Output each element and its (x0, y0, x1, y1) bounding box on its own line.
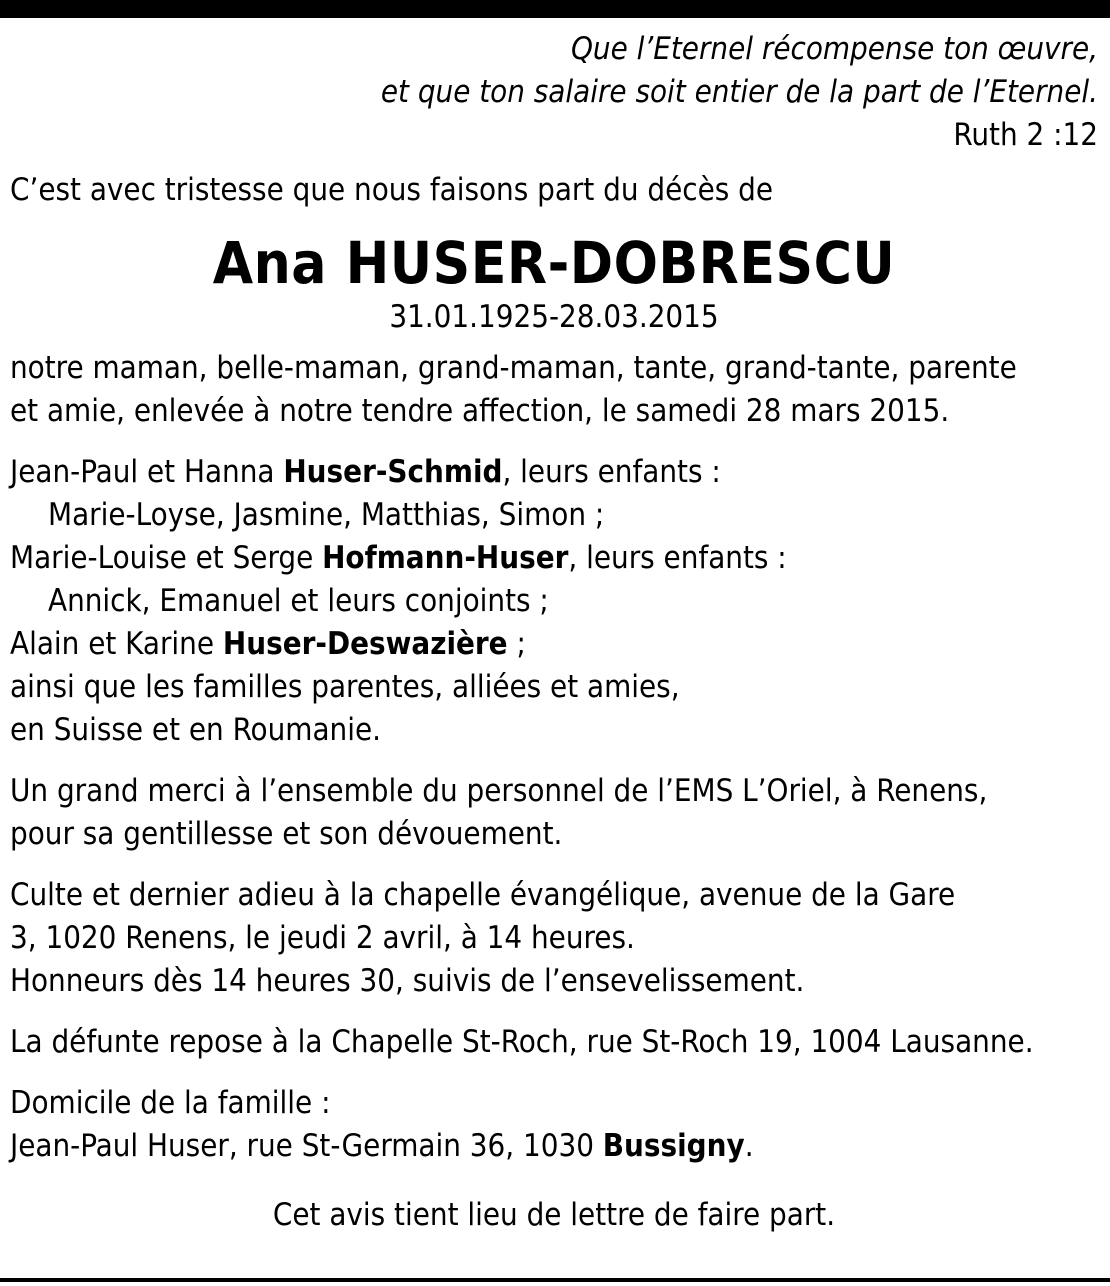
top-border-rule (0, 0, 1110, 18)
family-surname: Huser-Deswazière (222, 626, 508, 662)
family-suffix: ; (507, 626, 526, 662)
life-dates: 31.01.1925-28.03.2015 (389, 299, 719, 335)
resting-place: La défunte repose à la Chapelle St-Roch, rue St-Roch 19, 1004 Lausanne. (10, 1024, 1034, 1060)
family-suffix: , leurs enfants : (502, 454, 721, 490)
epigraph-line-1: Que l’Eternel récompense ton œuvre, (570, 31, 1098, 67)
domicile-city: Bussigny (602, 1128, 745, 1164)
family-entry (10, 451, 1098, 494)
relation-line-2: et amie, enlevée à notre tendre affection, le samedi 28 mars 2015. (10, 393, 950, 429)
family-prefix: Marie-Louise et Serge (10, 540, 323, 576)
family-domicile (10, 1082, 1098, 1168)
relation-paragraph (10, 347, 1098, 433)
bottom-border-rule (0, 1278, 1110, 1282)
family-entry (10, 537, 1098, 580)
family-prefix: Jean-Paul et Hanna (10, 454, 284, 490)
intro-sentence: C’est avec tristesse que nous faisons part du décès de (10, 172, 774, 208)
domicile-period: . (744, 1128, 754, 1164)
family-children: Marie-Loyse, Jasmine, Matthias, Simon ; (48, 497, 605, 533)
family-suffix: , leurs enfants : (568, 540, 787, 576)
domicile-label: Domicile de la famille : (10, 1085, 331, 1121)
other-families-line-2: en Suisse et en Roumanie. (10, 712, 382, 748)
service-line-2: 3, 1020 Renens, le jeudi 2 avril, à 14 heures. (10, 920, 635, 956)
domicile-street: Jean-Paul Huser, rue St-Germain 36, 1030 (10, 1128, 603, 1164)
obituary-notice (10, 28, 1098, 1237)
bible-verse-epigraph (10, 28, 1098, 157)
closing-note: Cet avis tient lieu de lettre de faire part. (272, 1197, 836, 1233)
family-children: Annick, Emanuel et leurs conjoints ; (48, 583, 549, 619)
family-prefix: Alain et Karine (10, 626, 223, 662)
family-surname: Huser-Schmid (283, 454, 503, 490)
thanks-line-1: Un grand merci à l’ensemble du personnel de l’EMS L’Oriel, à Renens, (10, 773, 988, 809)
family-list (10, 451, 1098, 752)
service-line-3: Honneurs dès 14 heures 30, suivis de l’ensevelissement. (10, 963, 805, 999)
family-surname: Hofmann-Huser (322, 540, 569, 576)
relation-line-1: notre maman, belle-maman, grand-maman, tante, grand-tante, parente (10, 350, 1017, 386)
epigraph-line-2: et que ton salaire soit entier de la part de l’Eternel. (380, 74, 1098, 110)
verse-reference: Ruth 2 :12 (953, 117, 1098, 153)
domicile-address (10, 1125, 1098, 1168)
service-line-1: Culte et dernier adieu à la chapelle évangélique, avenue de la Gare (10, 877, 956, 913)
thanks-paragraph (10, 770, 1098, 856)
thanks-line-2: pour sa gentillesse et son dévouement. (10, 816, 563, 852)
family-entry (10, 623, 1098, 666)
service-paragraph (10, 874, 1098, 1003)
other-families-line-1: ainsi que les familles parentes, alliées et amies, (10, 669, 680, 705)
deceased-name: Ana HUSER-DOBRESCU (212, 229, 896, 297)
